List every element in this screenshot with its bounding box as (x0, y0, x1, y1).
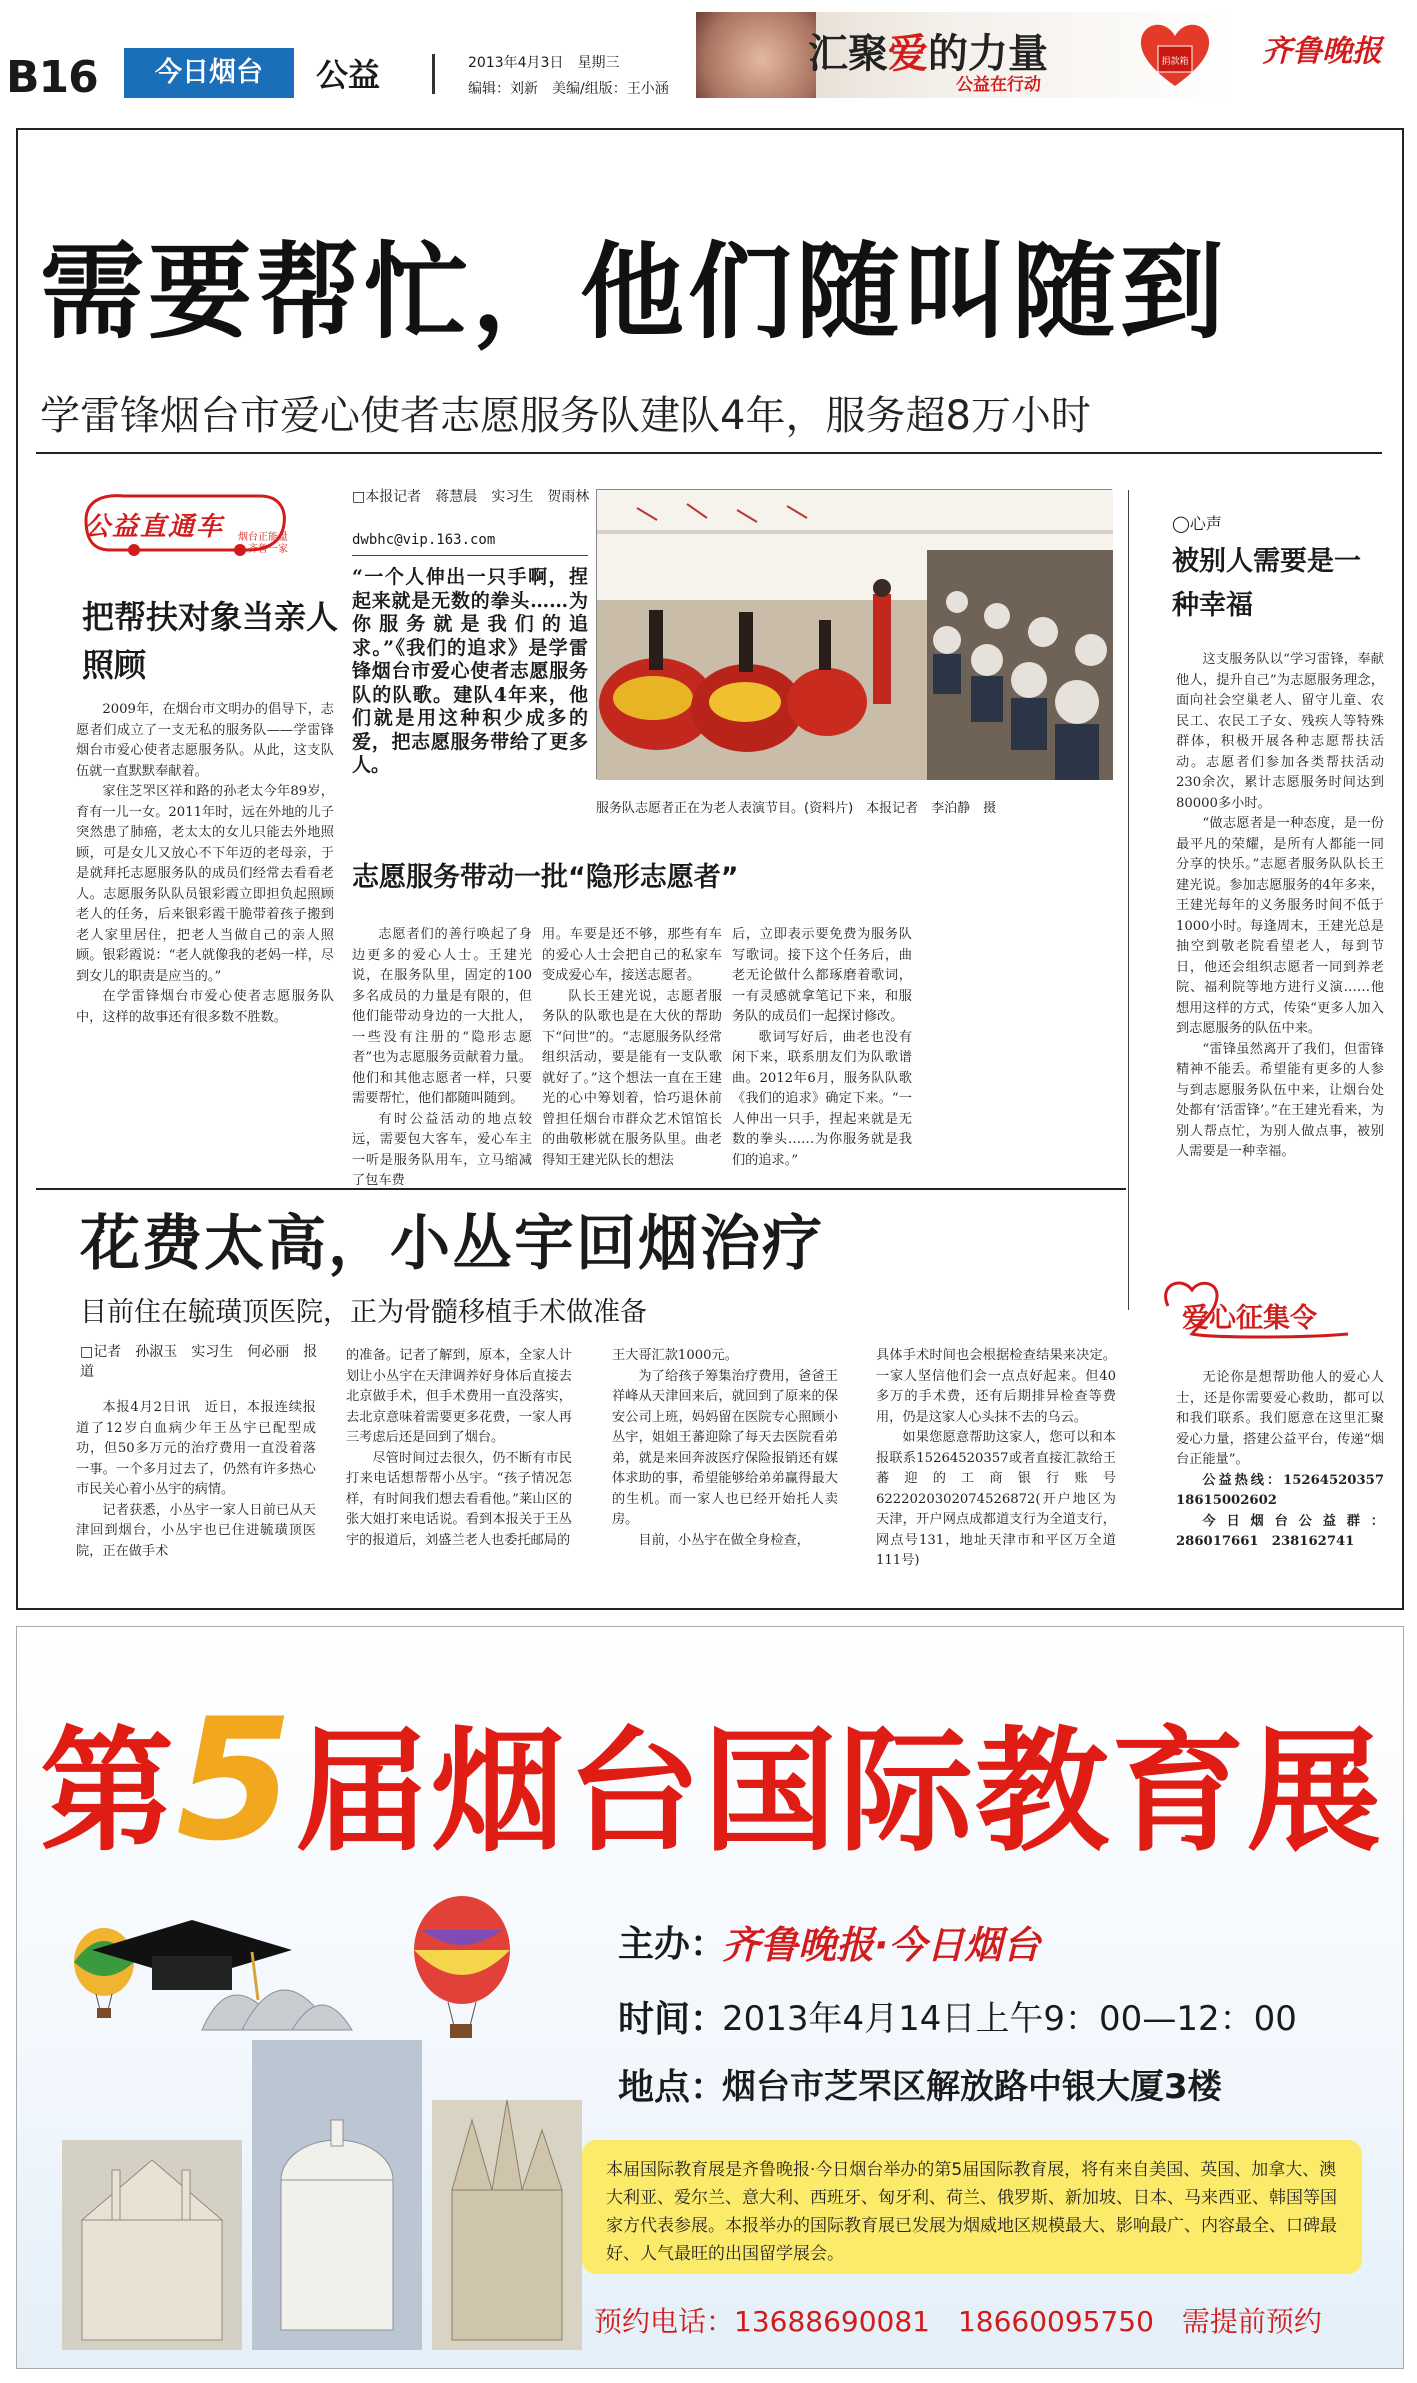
left-column-text (76, 700, 334, 1028)
paragraph: 的准备。记者了解到，原本，全家人计划让小丛宇在天津调养好身体后直接去北京做手术，但手术费用一直没落实，去北京意味着需要更多花费，一家人再三考虑后还是回到了烟台。 (346, 1348, 572, 1445)
subsection-label: 公益 (316, 56, 381, 94)
organizer-value: 齐鲁晚报·今日烟台 (722, 1923, 1041, 1967)
paragraph: 王大哥汇款1000元。 (612, 1348, 738, 1363)
ad-title: 第5届烟台国际教育展 (40, 1682, 1383, 1878)
left-section-title: 把帮扶对象当亲人照顾 (82, 598, 339, 684)
heart-icon (1136, 18, 1214, 90)
column-logo-title: 公益直通车 (84, 512, 225, 542)
paragraph: 歌词写好后，曲老也没有闲下来，联系朋友们为队歌谱曲。2012年6月，服务队队歌《我们的追求》确定下来。“一人伸出一只手，捏起来就是无数的拳头……为你服务就是我们的追求。” (732, 1029, 912, 1168)
byline: □本报记者 蒋慧晨 实习生 贺雨林 (352, 489, 590, 505)
ad-description: 本届国际教育展是齐鲁晚报·今日烟台举办的第5届国际教育展，将有来自美国、英国、加拿大、澳大利亚、爱尔兰、意大利、西班牙、匈牙利、荷兰、俄罗斯、新加坡、日本、马来西亚、韩国等国家方代表参展。本报举办的国际教育展已发展为烟威地区规模最大、影响最广、内容最全、口碑最好、人气最旺的出国留学展会。 (582, 2140, 1362, 2274)
newspaper-logo: 齐鲁晚报 (1262, 34, 1382, 69)
editor-credits: 编辑：刘新 美编/组版：王小涵 (468, 81, 669, 97)
paragraph: 记者获悉，小丛宇一家人日前已从天津回到烟台，小丛宇也已住进毓璜顶医院，正在做手术 (76, 1502, 316, 1559)
hot-air-balloon-icon (414, 1896, 510, 2038)
mid-section-title: 志愿服务带动一批“隐形志愿者” (352, 862, 739, 893)
column-logo-tag: 烟台正能量 齐鲁一家 (238, 532, 288, 555)
booking-phone[interactable]: 预约电话：13688690081 18660095750 需提前预约 (594, 2305, 1322, 2338)
divider (352, 555, 588, 556)
paragraph: 目前，小丛宇在做全身检查， (638, 1532, 810, 1548)
bottom-column-d (876, 1346, 1116, 1602)
paragraph: 家住芝罘区祥和路的孙老太今年89岁，育有一儿一女。2011年时，远在外地的儿子突然患了肺癌，老太太的女儿只能去外地照顾，可是女儿又放心不下年迈的老母亲，于是就拜托志愿服务队的成员们经常去看看老人。志愿服务队队员银彩霞立即担负起照顾老人的任务，后来银彩霞干脆带着孩子搬到老人家里居住，把老人当做自己的亲人照顾。银彩霞说：“老人就像我的老妈一样，尽到女儿的职责是应当的。” (76, 784, 334, 984)
bottom-column-a (76, 1398, 316, 1598)
second-headline: 花费太高，小丛宇回烟治疗 (80, 1209, 824, 1279)
header-divider (432, 54, 435, 94)
collect-call-text (1176, 1368, 1398, 1598)
issue-date: 2013年4月3日 星期三 (468, 55, 620, 71)
paragraph: 队长王建光说，志愿者服务队的队歌也是在大伙的帮助下“问世”的。“志愿服务队经常组织活动，要是能有一支队歌就好了。”这个想法一直在王建光的心中筹划着，恰巧退休前曾担任烟台市群众艺术馆馆长的曲敬彬就在服务队里。曲老得知王建光队长的想法 (542, 988, 722, 1168)
photo-caption: 服务队志愿者正在为老人表演节目。(资料片) 本报记者 李泊静 摄 (596, 801, 997, 816)
place-label: 地点： (618, 2067, 727, 2108)
organizer-label: 主办： (618, 1924, 727, 1965)
paragraph: 本报4月2日讯 近日，本报连续报道了12岁白血病少年王丛宇已配型成功，但50多万元的治疗费用一直没着落一事。一个多月过去了，仍然有许多热心市民关心着小丛宇的病情。 (76, 1400, 316, 1497)
paragraph: “做志愿者是一种态度，是一份最平凡的荣耀，是所有人都能一同分享的快乐。”志愿者服务队队长王建光说。参加志愿服务的4年多来，王建光每年的义务服务时间不低于1000小时。每逢周末，王建光总是抽空到敬老院看望老人，每到节日，他还会组织志愿者一同到养老院、福利院等地方进行义演……他想用这样的方式，传染“更多人加入到志愿服务的队伍中来。 (1176, 816, 1384, 1036)
paragraph: 后，立即表示要免费为服务队写歌词。接下这个任务后，曲老无论做什么都琢磨着歌词，一有灵感就拿笔记下来，和服务队的成员们一起探讨修改。 (732, 927, 912, 1024)
divider (36, 452, 1382, 454)
photo-illustration (597, 490, 1113, 780)
time-label: 时间： (618, 1999, 727, 2040)
svg-text:捐款箱: 捐款箱 (1161, 57, 1189, 67)
paragraph: 2009年，在烟台市文明办的倡导下，志愿者们成立了一支无私的服务队——学雷锋烟台市爱心使者志愿服务队。从此，这支队伍就一直默默奉献着。 (76, 702, 334, 779)
banner-title: 汇聚爱的力量 (808, 31, 1048, 77)
sidebar-text (1176, 650, 1384, 1270)
reporter-email[interactable]: dwbhc@vip.163.com (352, 532, 496, 548)
qq-group[interactable]: 今日烟台公益群：286017661 238162741 (1176, 1513, 1384, 1549)
page-number: B16 (6, 52, 98, 103)
paragraph: “雷锋虽然离开了我们，但雷锋精神不能丢。希望能有更多的人参与到志愿服务队伍中来，让烟台处处都有‘活雷锋’。”在王建光看来，为别人帮点忙，为别人做点事，被别人需要是一种幸福。 (1176, 1041, 1384, 1159)
paragraph: 在学雷锋烟台市爱心使者志愿服务队中，这样的故事还有很多数不胜数。 (76, 989, 334, 1025)
divider (36, 1188, 1126, 1190)
lead-paragraph: “一个人伸出一只手啊，捏起来就是无数的拳头……为你服务就是我们的追求。”《我们的追求》是学雷锋烟台市爱心使者志愿服务队的队歌。建队4年来，他们就是用这种积少成多的爱，把志愿服务带给了更多人。 (352, 566, 588, 776)
page-header (0, 0, 1417, 103)
banner-subtitle: 公益在行动 (956, 75, 1041, 95)
second-subheadline: 目前住在毓璜顶医院，正为骨髓移植手术做准备 (80, 1297, 647, 1328)
landmarks-illustration (52, 1890, 592, 2360)
charity-banner[interactable] (696, 12, 1236, 98)
paragraph: 如果您愿意帮助这家人，您可以和本报联系15264520357或者直接汇款给王蕃迎的工商银行账号6222020302074526872(开户地区为天津，开户网点成都道支行为全道支行，网点号131，地址天津市和平区万全道111号) (876, 1430, 1116, 1568)
paragraph: 为了给孩子筹集治疗费用，爸爸王祥峰从天津回来后，就回到了原来的保安公司上班，妈妈留在医院专心照顾小丛宇，姐姐王蕃迎除了每天去医院看弟弟，就是来回奔波医疗保险报销还有媒体求助的事，希望能够给弟弟赢得最大的生机。而一家人也已经开始托人卖房。 (612, 1368, 838, 1527)
byline: □记者 孙淑玉 实习生 何必丽 报道 (80, 1344, 318, 1380)
place-value: 烟台市芝罘区解放路中银大厦3楼 (722, 2067, 1222, 2107)
time-value: 2013年4月14日上午9：00—12：00 (722, 1999, 1297, 2039)
sidebar-divider (1128, 490, 1129, 1310)
hotline[interactable]: 公益热线：15264520357 18615002602 (1176, 1472, 1398, 1508)
sidebar-tag: ◯心声 (1172, 514, 1222, 533)
paragraph: 这支服务队以“学习雷锋，奉献他人，提升自己”为志愿服务理念，面向社会空巢老人、留守儿童、农民工、农民工子女、残疾人等特殊群体，积极开展各种志愿帮扶活动。志愿者们参加各类帮扶活动230余次，累计志愿服务时间达到80000多小时。 (1176, 652, 1384, 811)
bottom-column-b (346, 1346, 572, 1602)
main-subheadline: 学雷锋烟台市爱心使者志愿服务队建队4年，服务超8万小时 (40, 393, 1091, 439)
volunteer-performance-photo (596, 489, 1112, 779)
child-face-image (696, 12, 816, 98)
paragraph: 有时公益活动的地点较远，需要包大客车，爱心车主一听是服务队用车，立马缩减了包车费 (352, 1111, 532, 1188)
paragraph: 无论你是想帮助他人的爱心人士，还是你需要爱心救助，都可以和我们联系。我们愿意在这里汇聚爱心力量，搭建公益平台，传递“烟台正能量”。 (1176, 1370, 1384, 1467)
collect-call-title: 爱心征集令 (1182, 1303, 1317, 1334)
main-headline: 需要帮忙，他们随叫随到 (40, 231, 1229, 353)
sidebar-title: 被别人需要是一种幸福 (1172, 546, 1361, 621)
paragraph: 志愿者们的善行唤起了身边更多的爱心人士。王建光说，在服务队里，固定的100多名成员的力量是有限的，但他们能带动身边的一大批人，一些没有注册的“隐形志愿者”也为志愿服务贡献着力量。他们和其他志愿者一样，只要需要帮忙，他们都随叫随到。 (352, 927, 532, 1106)
paragraph: 尽管时间过去很久，仍不断有市民打来电话想帮帮小丛宇。“孩子情况怎样，有时间我们想去看看他。”莱山区的张大姐打来电话说。看到本报关于王丛宇的报道后，刘盛兰老人也委托邮局的 (346, 1450, 572, 1548)
section-badge[interactable]: 今日烟台 (124, 48, 294, 98)
paragraph: 用。车要是还不够，那些有车的爱心人士会把自己的私家车变成爱心车，接送志愿者。 (542, 927, 722, 983)
bottom-column-c (612, 1346, 838, 1602)
paragraph: 具体手术时间也会根据检查结果来决定。一家人坚信他们会一点点好起来。但40多万的手术费，还有后期排异检查等费用，仍是这家人心头抹不去的乌云。 (876, 1348, 1116, 1425)
